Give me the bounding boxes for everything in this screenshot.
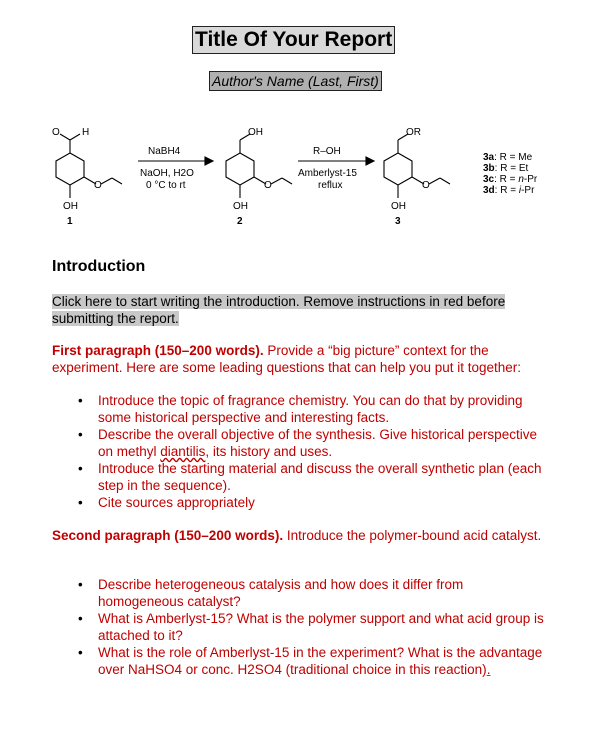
- compound-3-oh: OH: [391, 201, 406, 212]
- list-item: • Introduce the topic of fragrance chemistry. You can do that by providing some historical perspective and interesting facts.: [78, 392, 548, 426]
- list-item: • Introduce the starting material and discuss the overall synthetic plan (each step in the sequence).: [78, 460, 548, 494]
- second-paragraph-label: Second paragraph (150–200 words).: [52, 528, 284, 543]
- compound-2-oh-top: OH: [248, 127, 263, 138]
- compound-3-or: OR: [406, 127, 421, 138]
- step2-reagent-amberlyst: Amberlyst-15: [298, 168, 357, 179]
- aldehyde-o-label: O: [52, 127, 60, 138]
- step2-reagent-reflux: reflux: [318, 180, 343, 191]
- list-item: • What is Amberlyst-15? What is the polymer support and what acid group is attached to it?: [78, 610, 548, 644]
- first-paragraph-label: First paragraph (150–200 words).: [52, 343, 264, 358]
- compound-1-label: 1: [67, 216, 73, 227]
- first-paragraph-text: Provide a “big picture” context for the experiment. Here are some leading questions that can help you put it together:: [52, 343, 522, 375]
- aldehyde-h-label: H: [82, 127, 90, 138]
- compound-3-ring: [384, 153, 412, 185]
- instruction-highlight[interactable]: Click here to start writing the introduction. Remove instructions in red before submitting the report.: [52, 294, 506, 326]
- second-paragraph-bullets: [78, 576, 548, 678]
- step1-reagent-temp: 0 °C to rt: [146, 180, 186, 191]
- reaction-scheme: [0, 118, 611, 238]
- second-paragraph-text: Introduce the polymer-bound acid catalyst.: [283, 528, 542, 543]
- introduction-placeholder[interactable]: [52, 293, 532, 327]
- compound-2-label: 2: [237, 216, 243, 227]
- first-paragraph-instructions: [52, 342, 552, 376]
- list-item: • Cite sources appropriately: [78, 494, 548, 511]
- first-paragraph-bullets: [78, 392, 548, 511]
- trailing-period: .: [486, 662, 491, 677]
- step1-reagent-naoh: NaOH, H2O: [140, 168, 194, 179]
- legend-3c: 3c: R = n-Pr: [483, 174, 538, 185]
- author-name[interactable]: Author's Name (Last, First): [209, 71, 382, 91]
- compound-1-ether-o: O: [94, 180, 102, 191]
- compound-1-ring: [56, 153, 84, 185]
- compound-3-ether-o: O: [422, 180, 430, 191]
- list-item: • What is the role of Amberlyst-15 in the experiment? What is the advantage over NaHSO4 or conc. H2SO4 (traditional choice in this reaction).: [78, 644, 548, 678]
- list-item: • Describe the overall objective of the synthesis. Give historical perspective on methyl diantilis, its history and uses.: [78, 426, 548, 460]
- compound-2-ether-o: O: [264, 180, 272, 191]
- step2-reagent-roh: R–OH: [313, 146, 341, 157]
- legend-3b: 3b: R = Et: [483, 163, 529, 174]
- step1-reagent-nabh4: NaBH4: [148, 146, 181, 157]
- spelling-flagged-word: diantilis: [160, 444, 206, 459]
- compound-1-oh: OH: [63, 201, 78, 212]
- compound-2-oh: OH: [233, 201, 248, 212]
- list-item: • Describe heterogeneous catalysis and how does it differ from homogeneous catalyst?: [78, 576, 548, 610]
- introduction-heading: Introduction: [52, 258, 146, 275]
- compound-3-label: 3: [395, 216, 401, 227]
- legend-3d: 3d: R = i-Pr: [483, 185, 535, 196]
- second-paragraph-instructions: [52, 527, 552, 544]
- legend-3a: 3a: R = Me: [483, 152, 533, 163]
- compound-2-ring: [226, 153, 254, 185]
- report-title[interactable]: Title Of Your Report: [192, 26, 395, 54]
